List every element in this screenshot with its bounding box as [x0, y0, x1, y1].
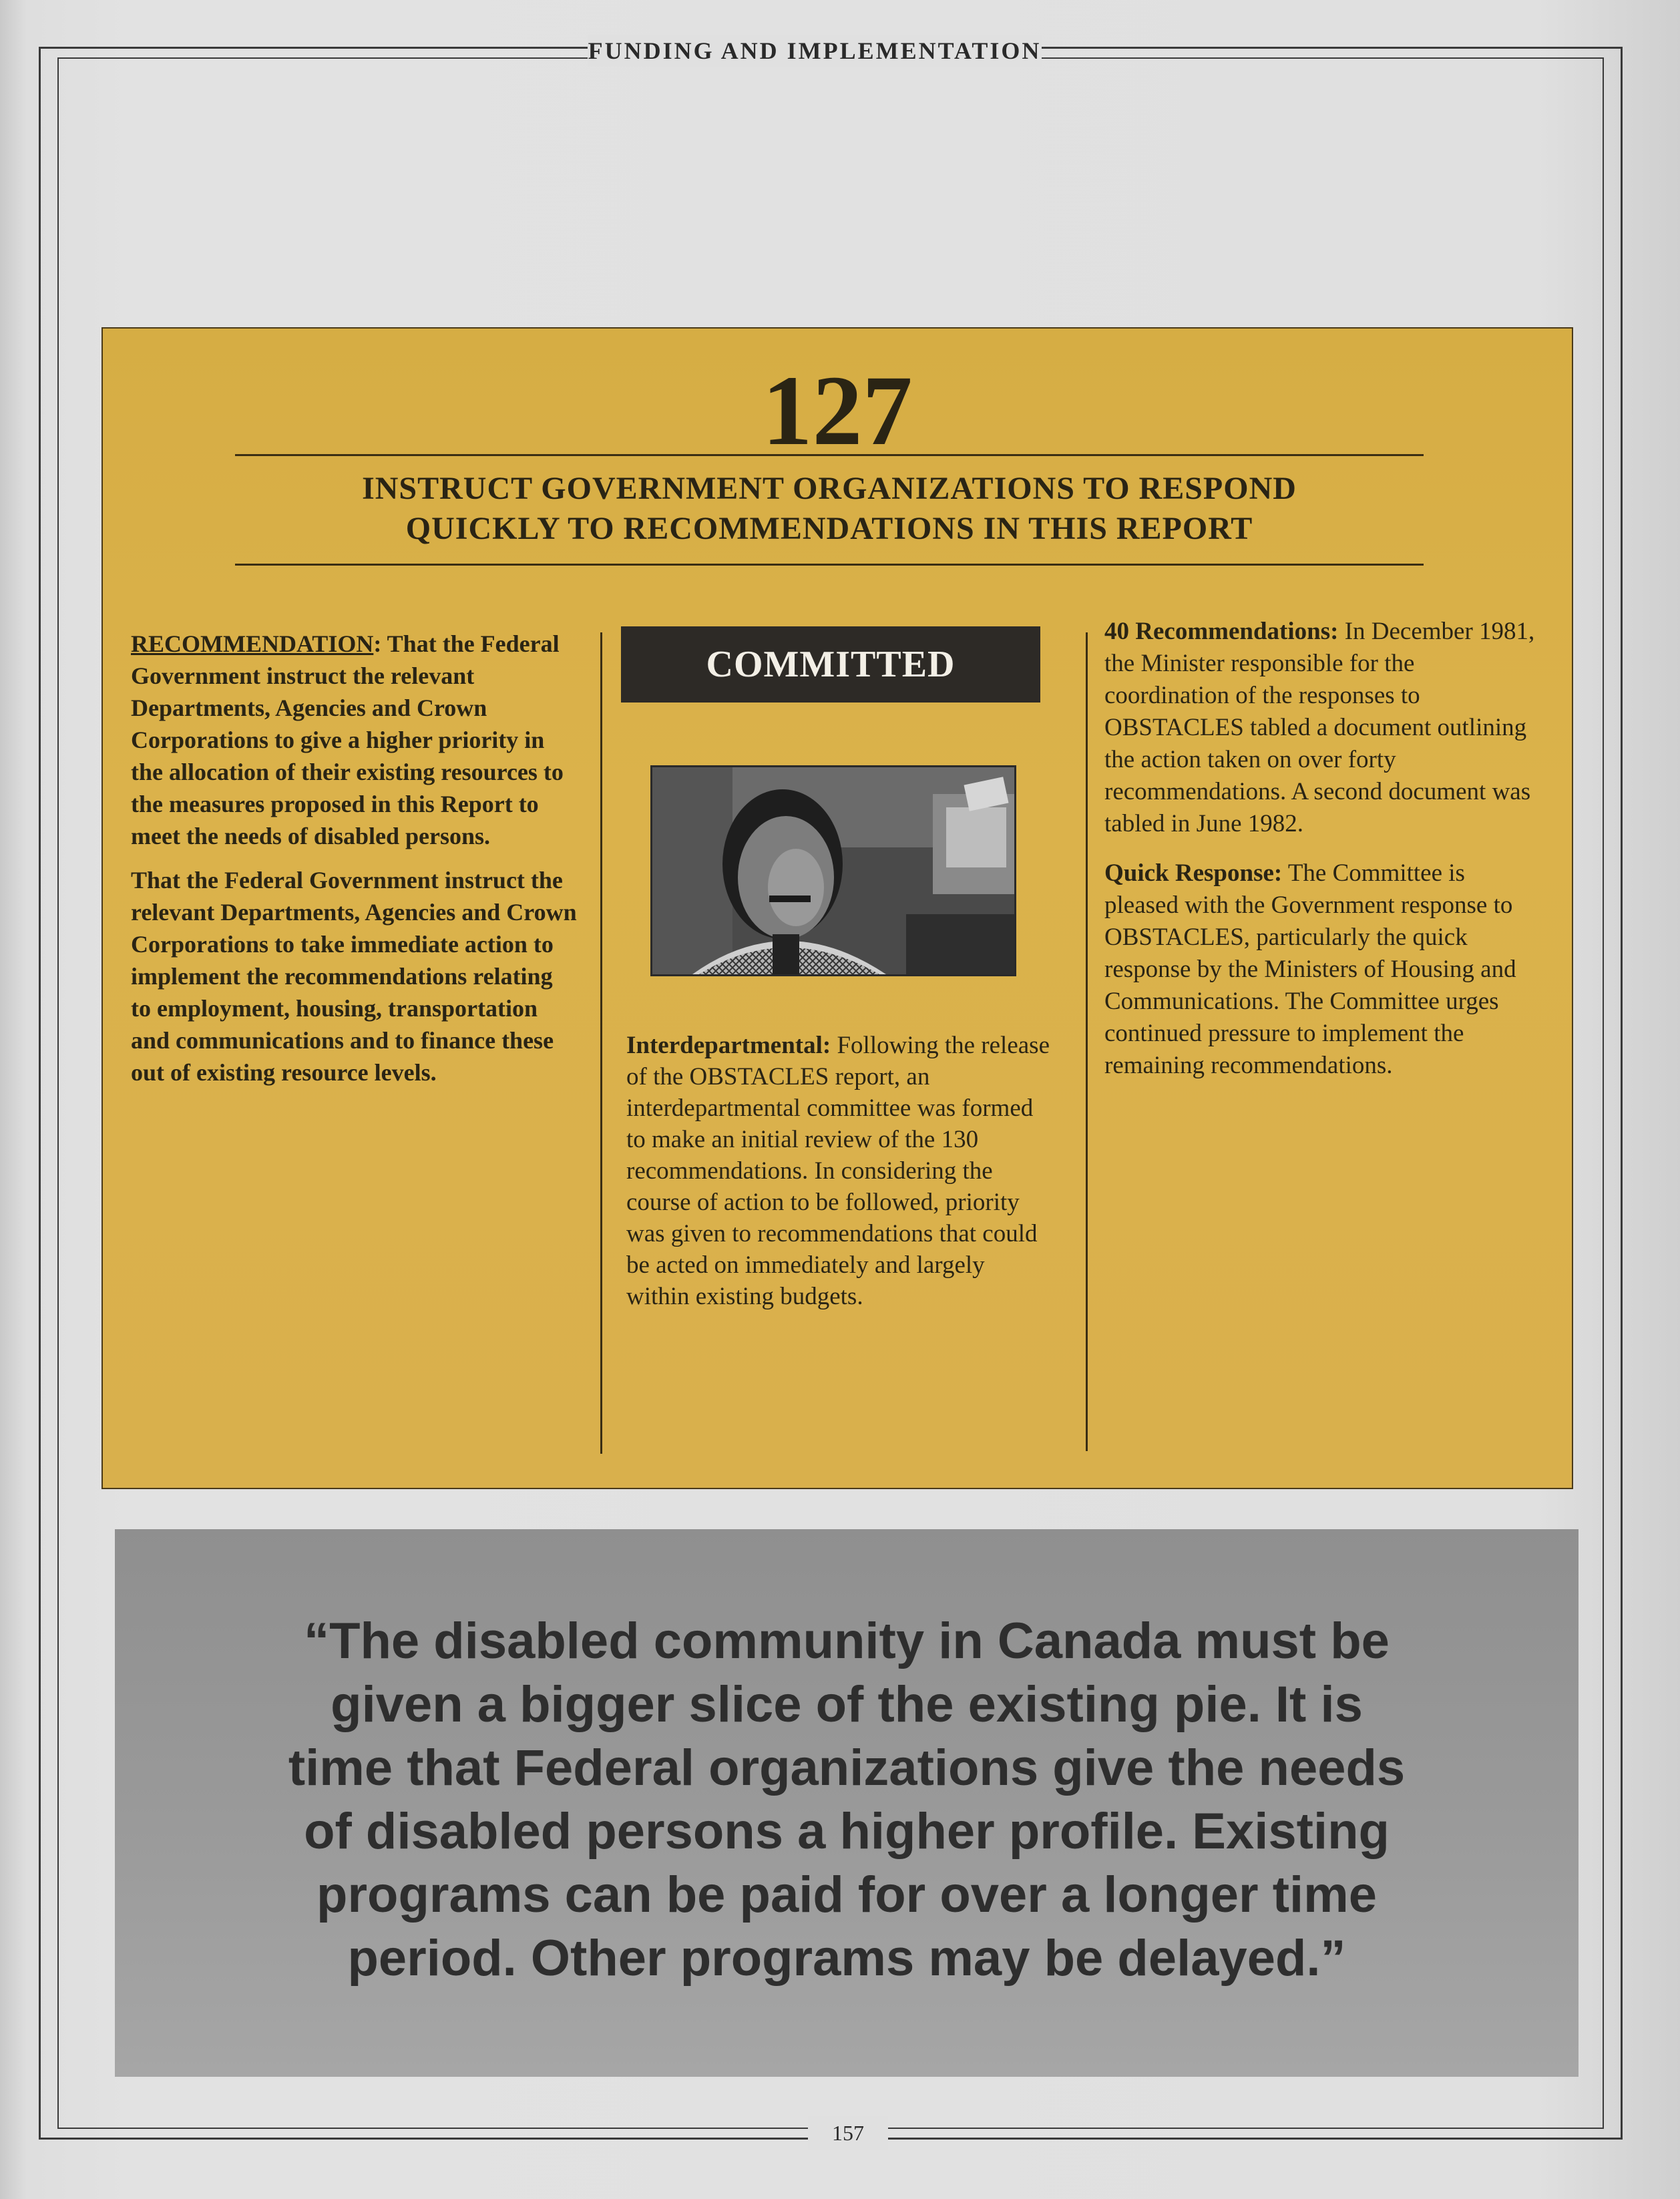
recommendation-text-column — [131, 628, 578, 1101]
recommendation-paragraph: That the Federal Government instruct the relevant Departments, Agencies and Crown Corporations to take immediate action to implement the recommendations relating to employment, housing, transportation and communications and to finance these out of existing resource levels. — [131, 867, 577, 1086]
response-text: The Committee is pleased with the Government response to OBSTACLES, particularly the quick response by the Ministers of Housing and Communications. The Committee urges continued pressure to implement the remaining recommendations. — [1104, 859, 1516, 1079]
interdepartmental-column — [626, 1030, 1054, 1330]
page-number: 157 — [808, 2116, 888, 2150]
response-text: In December 1981, the Minister responsible for the coordination of the responses to OBSTACLES tabled a document outlining the action taken on over forty recommendations. A second document was tabled in June 1982. — [1104, 618, 1535, 837]
recommendation-text: : That the Federal Government instruct the relevant Departments, Agencies and Crown Corporations to give a higher priority in the allocation of their existing resources to the measures proposed in this Report to meet the needs of disabled persons. — [131, 630, 564, 849]
recommendation-number: 127 — [762, 355, 913, 466]
recommendation-title-line: QUICKLY TO RECOMMENDATIONS IN THIS REPORT — [405, 511, 1253, 546]
interdepartmental-paragraph — [626, 1030, 1054, 1312]
quote-panel — [115, 1529, 1579, 2077]
pull-quote-line: “The disabled community in Canada must be — [304, 1613, 1390, 1669]
status-badge: COMMITTED — [621, 626, 1040, 703]
response-lead: 40 Recommendations: — [1104, 618, 1339, 645]
running-header: FUNDING AND IMPLEMENTATION — [588, 35, 1042, 67]
column-divider — [1086, 632, 1088, 1451]
response-paragraph — [1104, 616, 1538, 840]
response-paragraph — [1104, 857, 1538, 1082]
recommendation-label: RECOMMENDATION — [131, 630, 374, 657]
recommendation-title — [235, 469, 1424, 549]
interdepartmental-lead: Interdepartmental: — [626, 1032, 831, 1059]
recommendation-paragraph — [131, 628, 578, 852]
recommendation-title-line: INSTRUCT GOVERNMENT ORGANIZATIONS TO RESPOND — [362, 471, 1297, 506]
pull-quote-line: of disabled persons a higher profile. Existing — [304, 1803, 1390, 1860]
pull-quote-line: time that Federal organizations give the needs — [288, 1740, 1406, 1796]
pull-quote-line: period. Other programs may be delayed.” — [347, 1930, 1346, 1987]
title-rule-top — [235, 454, 1424, 456]
pull-quote-line: given a bigger slice of the existing pie. It is — [331, 1676, 1363, 1733]
response-column — [1104, 616, 1538, 1099]
column-divider — [600, 632, 602, 1454]
pull-quote-line: programs can be paid for over a longer time — [317, 1866, 1377, 1923]
title-rule-bottom — [235, 564, 1424, 566]
recommendation-panel — [101, 327, 1573, 1489]
interdepartmental-text: Following the release of the OBSTACLES report, an interdepartmental committee was formed to make an initial review of the 130 recommendations. In considering the course of action to be followed, priority was given to recommendations that could be acted on immediately and largely within existing budgets. — [626, 1032, 1050, 1310]
response-lead: Quick Response: — [1104, 859, 1283, 887]
portrait-photo-image — [652, 767, 1014, 974]
portrait-photo — [650, 765, 1016, 976]
pull-quote — [115, 1609, 1579, 1990]
